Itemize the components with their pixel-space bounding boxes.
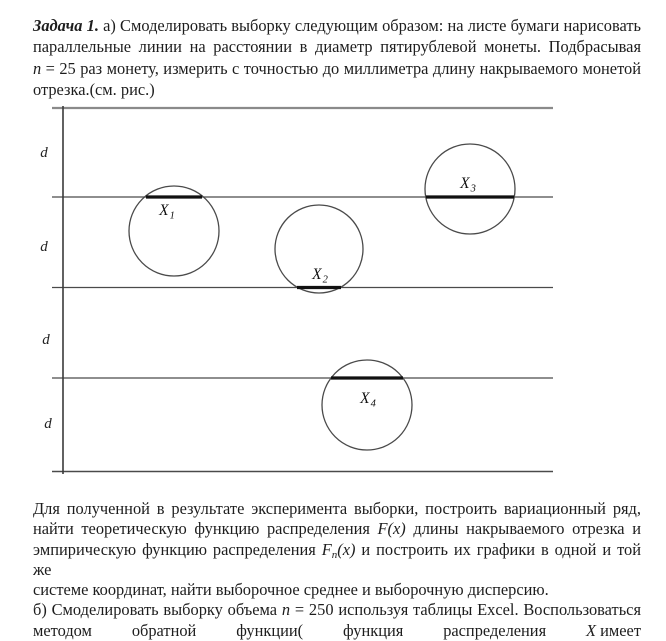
task-line-6-cutoff [33, 621, 641, 641]
d-spacing-label: d [42, 332, 50, 348]
coin-label-X4: $X_4$ [360, 390, 376, 410]
justified-word: распределения [443, 620, 547, 640]
coin-label-X3: $X_3$ [460, 175, 476, 195]
task-line-4: системе координат, найти выборочное среднее и выборочную дисперсию. [33, 580, 549, 600]
problem-line-3: n = 25 раз монету, измерить с точностью до миллиметра длину накрываемого монетой [33, 58, 641, 78]
justified-word: функция [343, 620, 404, 640]
d-spacing-label: d [40, 239, 48, 255]
problem-line-2: параллельные линии на расстоянии в диаметр пятирублевой монеты. Подбрасывая [33, 37, 641, 57]
coin-circle-1 [129, 186, 219, 276]
math-n: n [33, 58, 42, 78]
justified-word: функции( [236, 620, 304, 640]
math-Fn: F [321, 539, 332, 559]
justified-word: обратной [131, 620, 197, 640]
task-line-3: эмпирическую функцию распределения $F_n(x)$ и построить их графики в одной и той же [33, 539, 641, 579]
task-line-5: б) Смоделировать выборку объема n = 250 используя таблицы Excel. Воспользоваться [33, 600, 641, 620]
problem-line-1: Задача 1. а) Смоделировать выборку следующим образом: на листе бумаги нарисовать [33, 16, 641, 35]
task-line-2: найти теоретическую функцию распределения F(x) длины накрываемого отрезка и [33, 519, 641, 539]
d-spacing-label: d [44, 416, 52, 432]
coin-label-X1: $X_1$ [159, 202, 175, 222]
problem-title: Задача 1. [33, 16, 99, 35]
justified-word: методом [33, 620, 92, 640]
problem-line-4: отрезка.(см. рис.) [33, 79, 155, 99]
task-line-1: Для полученной в результате эксперимента выборки, построить вариационный ряд, [33, 499, 641, 518]
justified-word: X имеет [586, 620, 641, 640]
math-n250: n [281, 600, 291, 620]
coin-label-X2: $X_2$ [312, 266, 328, 286]
math-Fx: F(x) [377, 519, 406, 539]
d-spacing-label: d [40, 145, 48, 161]
task-description [33, 499, 641, 641]
